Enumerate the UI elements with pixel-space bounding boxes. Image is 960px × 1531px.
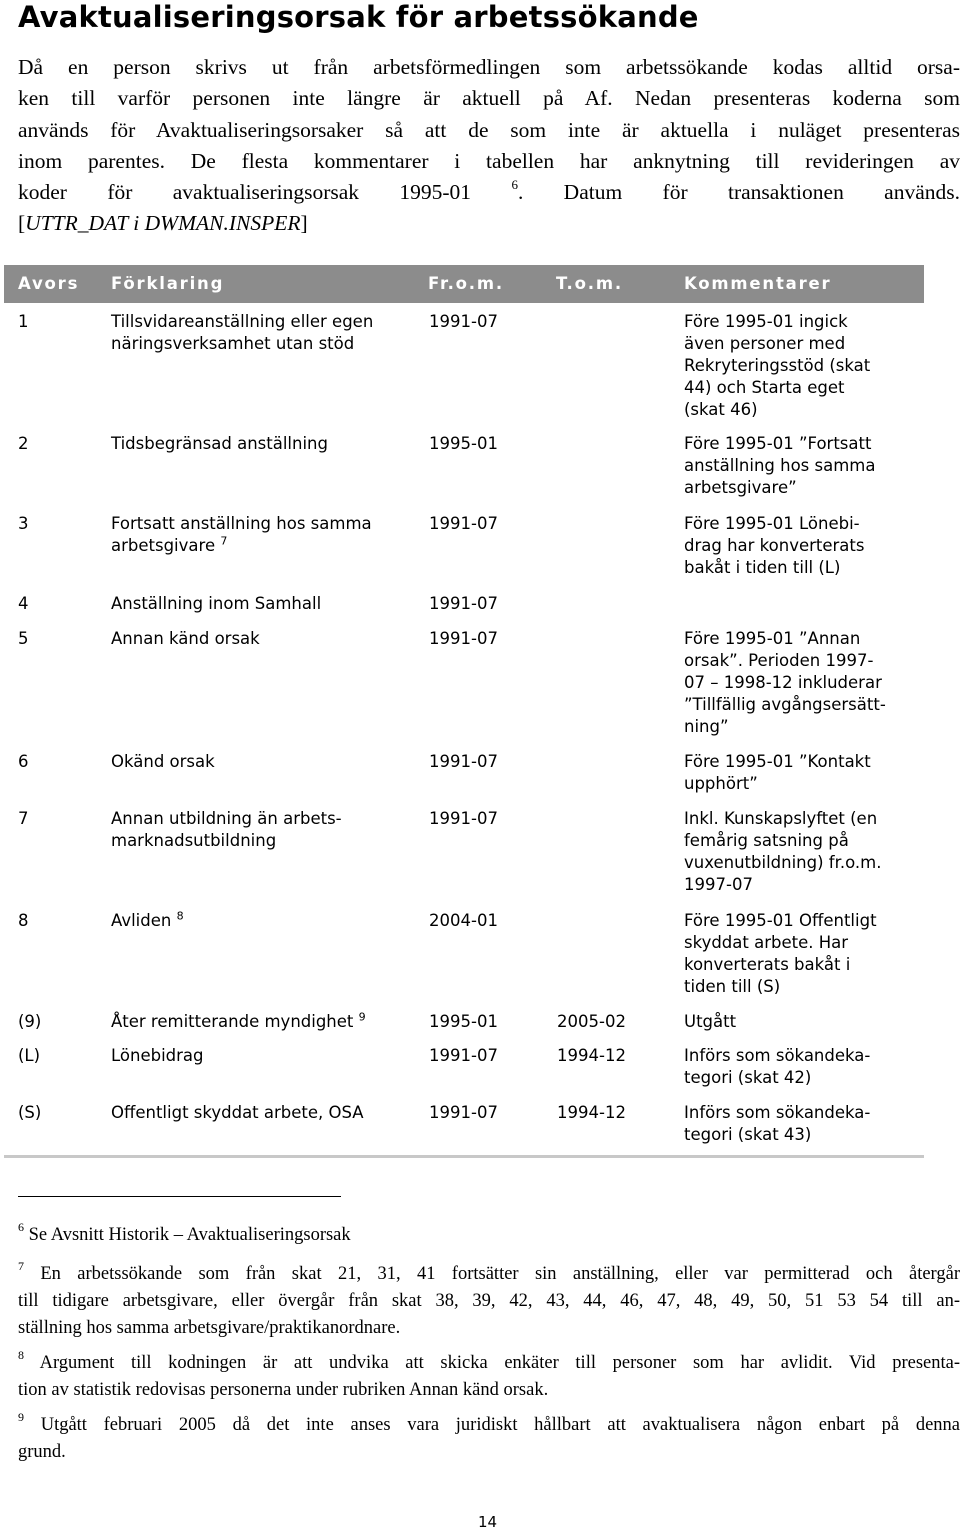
footnote-text: Argument till kodningen är att undvika att skicka enkäter till personer som har avlidit. Vid presenta- xyxy=(39,1353,960,1373)
column-header-code: Avors xyxy=(18,274,80,293)
row-explanation: Tillsvidareanställning eller egen näringsverksamhet utan stöd xyxy=(111,312,374,353)
footnote-text: grund. xyxy=(18,1442,66,1462)
table-bottom-rule xyxy=(4,1155,924,1158)
footnote-number: 6 xyxy=(18,1219,24,1234)
row-code: (L) xyxy=(18,1046,41,1065)
row-explanation: Annan känd orsak xyxy=(111,629,260,648)
footnote xyxy=(18,1219,960,1249)
footnote-line xyxy=(18,1439,960,1466)
footnote-number: 7 xyxy=(18,1258,24,1273)
row-to-date: 1994-12 xyxy=(557,1046,626,1065)
footnote-line xyxy=(18,1315,960,1342)
footnote-number: 8 xyxy=(18,1347,24,1362)
column-header-to: T.o.m. xyxy=(556,274,623,293)
footnote-text: En arbetssökande som från skat 21, 31, 41 fortsätter sin anställning, eller var permitterad och återgår xyxy=(40,1264,960,1284)
intro-line: används för Avaktualiseringsorsaker så att de som inte är aktuella i nuläget presenteras xyxy=(18,117,960,142)
row-explanation-text: Avliden xyxy=(111,911,172,930)
intro-line xyxy=(18,177,960,208)
footnote-text: Se Avsnitt Historik – Avaktualiseringsorsak xyxy=(28,1225,351,1245)
table-header xyxy=(4,265,924,303)
row-explanation xyxy=(111,1011,366,1033)
footnote-separator xyxy=(18,1196,341,1197)
page-title: Avaktualiseringsorsak för arbetssökande xyxy=(18,0,699,34)
footnote xyxy=(18,1258,960,1342)
footnote xyxy=(18,1347,960,1404)
row-from-date: 1991-07 xyxy=(429,629,498,648)
row-from-date: 1995-01 xyxy=(429,1012,498,1031)
row-comment: Före 1995-01 ”Kontakt upphört” xyxy=(684,752,871,793)
row-explanation xyxy=(111,910,184,932)
footnote-line xyxy=(18,1258,960,1288)
intro-line xyxy=(18,208,960,239)
footnote-line xyxy=(18,1409,960,1439)
row-explanation: Tidsbegränsad anställning xyxy=(111,434,328,453)
row-comment: Före 1995-01 Lönebi- drag har konverterats bakåt i tiden till (L) xyxy=(684,514,865,577)
intro-paragraph xyxy=(18,52,960,240)
row-code: 7 xyxy=(18,809,29,828)
row-explanation xyxy=(111,513,372,557)
row-from-date: 1991-07 xyxy=(429,594,498,613)
column-header-comments: Kommentarer xyxy=(684,274,832,293)
row-code: 2 xyxy=(18,434,29,453)
row-from-date: 1991-07 xyxy=(429,1046,498,1065)
footnote-text: tion av statistik redovisas personerna under rubriken Annan känd orsak. xyxy=(18,1380,549,1400)
footnote-number: 9 xyxy=(18,1409,24,1424)
row-from-date: 1991-07 xyxy=(429,809,498,828)
page-number: 14 xyxy=(478,1513,498,1531)
row-comment: Före 1995-01 ingick även personer med Rekryteringsstöd (skat 44) och Starta eget (skat 46) xyxy=(684,312,871,419)
row-code: 3 xyxy=(18,514,29,533)
intro-text: [ xyxy=(18,211,26,236)
row-code: 8 xyxy=(18,911,29,930)
row-explanation: Lönebidrag xyxy=(111,1046,204,1065)
row-code: 6 xyxy=(18,752,29,771)
footnote-ref: 6 xyxy=(511,177,518,193)
column-header-from: Fr.o.m. xyxy=(428,274,504,293)
row-to-date: 2005-02 xyxy=(557,1012,626,1031)
footnote-ref: 9 xyxy=(358,1010,366,1024)
footnote-line xyxy=(18,1219,960,1249)
row-comment: Inkl. Kunskapslyftet (en femårig satsning på vuxenutbildning) fr.o.m. 1997-07 xyxy=(684,809,882,894)
row-code: 1 xyxy=(18,312,29,331)
row-comment: Före 1995-01 ”Annan orsak”. Perioden 1997- 07 – 1998-12 inkluderar ”Tillfällig avgångsersätt- ning” xyxy=(684,629,886,736)
footnote-line xyxy=(18,1288,960,1315)
row-from-date: 2004-01 xyxy=(429,911,498,930)
row-code: 4 xyxy=(18,594,29,613)
row-explanation-text: Fortsatt anställning hos samma arbetsgivare xyxy=(111,514,372,555)
row-from-date: 1991-07 xyxy=(429,312,498,331)
row-from-date: 1991-07 xyxy=(429,1103,498,1122)
row-explanation: Anställning inom Samhall xyxy=(111,594,322,613)
row-explanation: Offentligt skyddat arbete, OSA xyxy=(111,1103,364,1122)
row-comment: Införs som sökandeka- tegori (skat 43) xyxy=(684,1103,871,1144)
row-from-date: 1995-01 xyxy=(429,434,498,453)
row-from-date: 1991-07 xyxy=(429,514,498,533)
row-from-date: 1991-07 xyxy=(429,752,498,771)
footnote-line xyxy=(18,1377,960,1404)
footnote-text: till tidigare arbetsgivare, eller övergår från skat 38, 39, 42, 43, 44, 46, 47, 48, 49, 50, 51 53 54 till an- xyxy=(18,1291,960,1311)
intro-text: ] xyxy=(300,211,308,236)
row-comment: Utgått xyxy=(684,1012,737,1031)
row-code: (S) xyxy=(18,1103,42,1122)
column-header-explanation: Förklaring xyxy=(111,274,225,293)
footnote-ref: 7 xyxy=(220,534,228,548)
row-comment: Före 1995-01 Offentligt skyddat arbete. Har konverterats bakåt i tiden till (S) xyxy=(684,911,877,996)
footnote xyxy=(18,1409,960,1466)
intro-line: inom parentes. De flesta kommentarer i tabellen har anknytning till revideringen av xyxy=(18,148,960,173)
footnote-text: ställning hos samma arbetsgivare/praktikanordnare. xyxy=(18,1318,401,1338)
row-comment: Före 1995-01 ”Fortsatt anställning hos samma arbetsgivare” xyxy=(684,434,876,497)
intro-field-reference: UTTR_DAT i DWMAN.INSPER xyxy=(25,211,301,236)
row-to-date: 1994-12 xyxy=(557,1103,626,1122)
row-explanation-text: Åter remitterande myndighet xyxy=(111,1012,354,1031)
intro-line: ken till varför personen inte längre är aktuell på Af. Nedan presenteras koderna som xyxy=(18,86,960,111)
intro-line: Då en person skrivs ut från arbetsförmedlingen som arbetssökande kodas alltid orsa- xyxy=(18,55,960,79)
row-explanation: Annan utbildning än arbets- marknadsutbildning xyxy=(111,809,342,850)
footnote-line xyxy=(18,1347,960,1377)
row-explanation: Okänd orsak xyxy=(111,752,215,771)
intro-text: . Datum för transaktionen används. xyxy=(517,180,960,205)
row-comment: Införs som sökandeka- tegori (skat 42) xyxy=(684,1046,871,1087)
footnote-text: Utgått februari 2005 då det inte anses vara juridiskt hållbart att avaktualisera någon enbart på denna xyxy=(40,1415,960,1435)
footnote-ref: 8 xyxy=(176,909,184,923)
row-code: 5 xyxy=(18,629,29,648)
intro-text: koder för avaktualiseringsorsak 1995-01 xyxy=(18,180,472,205)
row-code: (9) xyxy=(18,1012,42,1031)
